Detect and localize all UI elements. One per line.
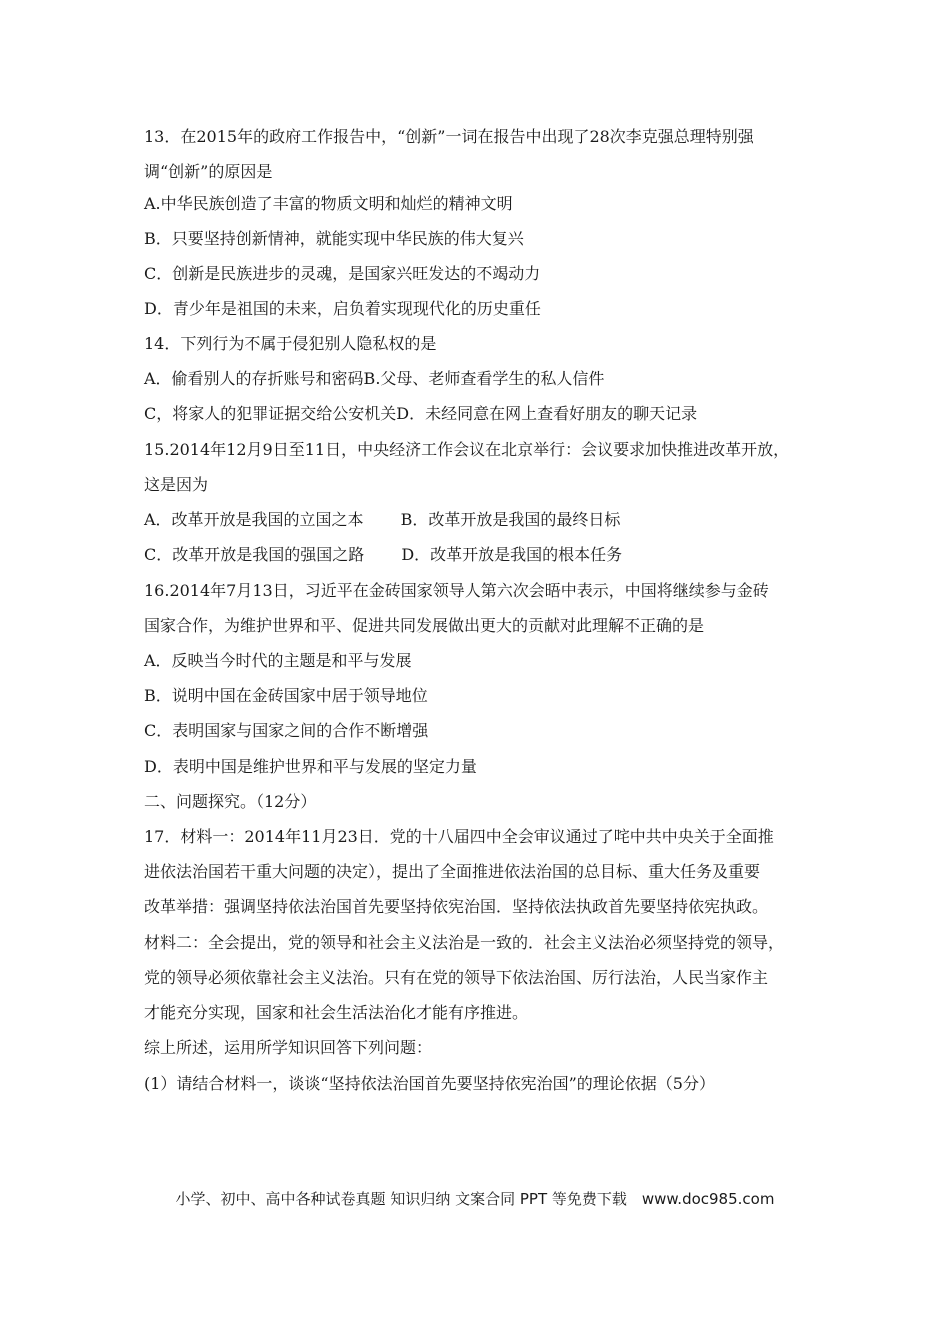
q16-stem-line2: 国家合作，为维护世界和平、促进共同发展做出更大的贡献对此理解不正确的是 <box>144 616 705 635</box>
q13-option-d: D．青少年是祖国的未来，启负着实现现代化的历史重任 <box>144 299 541 318</box>
q17-material1-line2: 进依法治国若干重大问题的决定），提出了全面推进依法治国的总目标、重大任务及重要 <box>144 862 761 881</box>
q16-option-d: D．表明中国是维护世界和平与发展的坚定力量 <box>144 757 477 776</box>
q17-summary: 综上所述，运用所学知识回答下列问题： <box>144 1038 433 1057</box>
q16-option-b: B．说明中国在金砖国家中居于领导地位 <box>144 686 428 705</box>
q15-stem-line2: 这是因为 <box>144 475 209 494</box>
q17-material2-line3: 才能充分实现，国家和社会生活法治化才能有序推进。 <box>144 1003 529 1022</box>
section-heading: 二、问题探究。（12分） <box>144 792 317 811</box>
q16-option-c: C．表明国家与国家之间的合作不断增强 <box>144 721 429 740</box>
q14-stem: 14．下列行为不属于侵犯别人隐私权的是 <box>144 334 437 353</box>
q14-options-line2: C，将家人的犯罪证据交给公安机关D．未经同意在网上查看好朋友的聊天记录 <box>144 404 698 423</box>
q13-option-c: C．创新是民族进步的灵魂，是国家兴旺发达的不竭动力 <box>144 264 541 283</box>
q17-material1-line3: 改革举措：强调坚持依法治国首先要坚持依宪治国．坚持依法执政首先要坚持依宪执政。 <box>144 897 769 916</box>
q17-material2-line1: 材料二：全会提出，党的领导和社会主义法治是一致的．社会主义法治必须坚持党的领导， <box>144 933 785 952</box>
q15-stem-line1: 15.2014年12月9日至11日，中央经济工作会议在北京举行：会议要求加快推进改革开放， <box>144 440 790 459</box>
q13-stem-line2: 调“创新”的原因是 <box>144 162 273 181</box>
q14-options-line1: A．偷看别人的存折账号和密码B.父母、老师查看学生的私人信件 <box>144 369 605 388</box>
q13-option-b: B．只要坚持创新情神，就能实现中华民族的伟大复兴 <box>144 229 524 248</box>
q17-sub-question-1: (1）请结合材料一，谈谈“坚持依法治国首先要坚持依宪治国”的理论依据（5分） <box>144 1074 715 1093</box>
page-footer: 小学、初中、高中各种试卷真题 知识归纳 文案合同 PPT 等免费下载 www.doc985.com <box>175 1190 775 1208</box>
q13-option-a: A.中华民族创造了丰富的物质文明和灿烂的精神文明 <box>144 194 513 213</box>
q17-material1-line1: 17．材料一：2014年11月23日．党的十八届四中全会审议通过了咤中共中央关于全面推 <box>144 827 774 846</box>
q17-material2-line2: 党的领导必须依靠社会主义法治。只有在党的领导下依法治国、厉行法治，人民当家作主 <box>144 968 769 987</box>
q16-option-a: A．反映当今时代的主题是和平与发展 <box>144 651 412 670</box>
q15-options-line2: C．改革开放是我国的强国之路 D．改革开放是我国的根本任务 <box>144 545 623 564</box>
q13-stem-line1: 13．在2015年的政府工作报告中，“创新”一词在报告中出现了28次李克强总理特别强 <box>144 127 754 146</box>
q16-stem-line1: 16.2014年7月13日，习近平在金砖国家领导人第六次会晤中表示，中国将继续参与金砖 <box>144 581 769 600</box>
q15-options-line1: A．改革开放是我国的立国之本 B．改革开放是我国的最终日标 <box>144 510 621 529</box>
